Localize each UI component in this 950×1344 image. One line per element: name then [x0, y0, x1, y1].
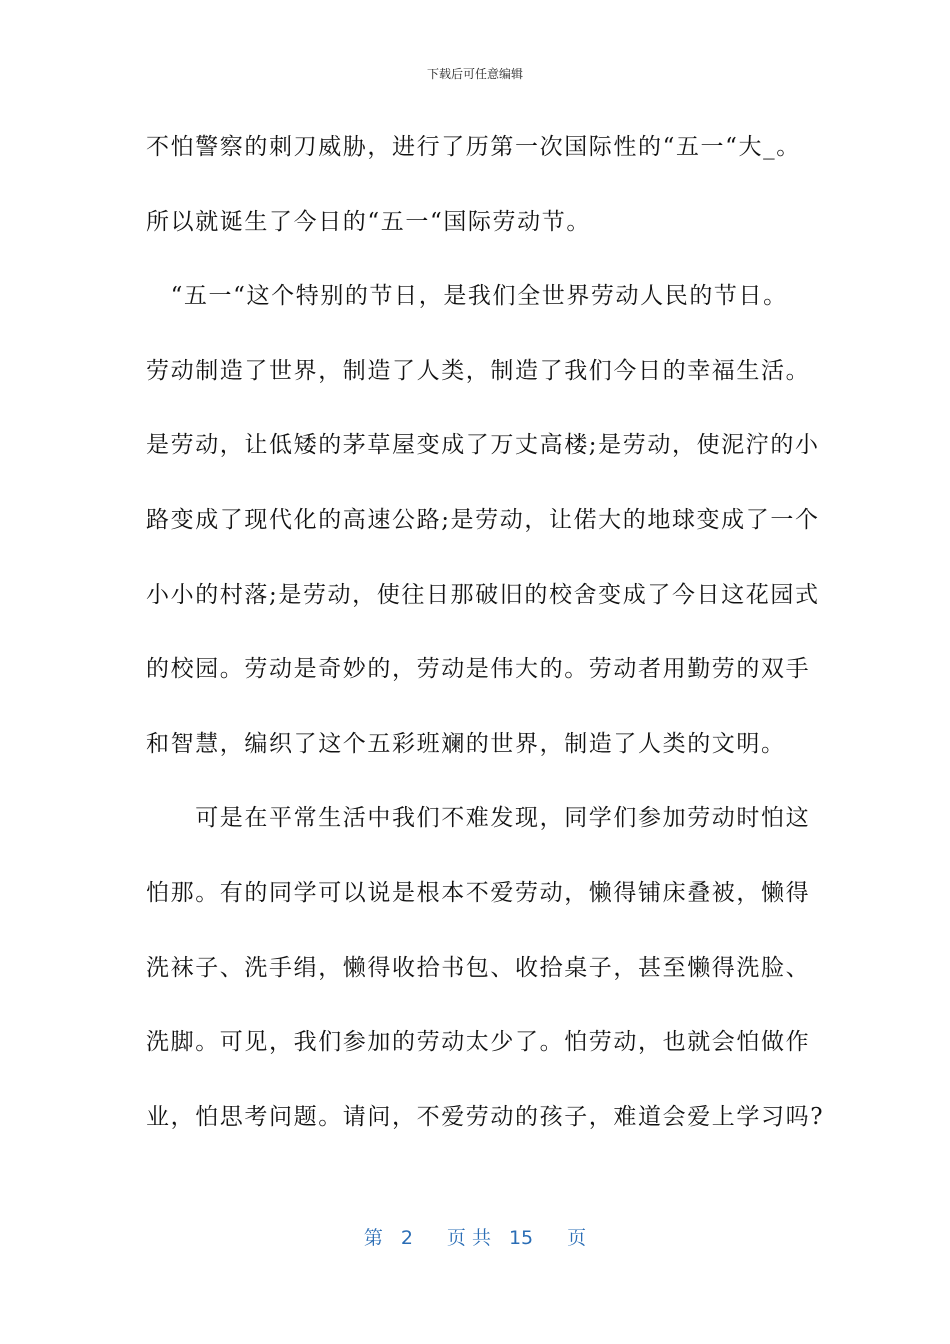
text-line: 是劳动，让低矮的茅草屋变成了万丈高楼;是劳动，使泥泞的小 [146, 432, 820, 459]
text-line: 的校园。劳动是奇妙的，劳动是伟大的。劳动者用勤劳的双手 [146, 656, 811, 683]
text-line: 劳动制造了世界，制造了人类，制造了我们今日的幸福生活。 [146, 357, 811, 384]
text-line: 洗袜子、洗手绢，懒得收拾书包、收拾桌子，甚至懒得洗脸、 [146, 954, 811, 981]
text-line: 所以就诞生了今日的“五一“国际劳动节。 [146, 208, 591, 235]
footer-middle: 页 共 [446, 1227, 491, 1249]
footer-prefix: 第 [363, 1227, 383, 1249]
text-line: 不怕警察的刺刀威胁，进行了历第一次国际性的“五一“大_。 [146, 134, 801, 160]
text-line: 怕那。有的同学可以说是根本不爱劳动，懒得铺床叠被，懒得 [146, 879, 811, 906]
page-header: 下载后可任意编辑 [426, 67, 523, 81]
text-line: 小小的村落;是劳动，使往日那破旧的校舍变成了今日这花园式 [146, 581, 820, 608]
text-line: 可是在平常生活中我们不难发现，同学们参加劳动时怕这 [146, 805, 811, 832]
text-line: 路变成了现代化的高速公路;是劳动，让偌大的地球变成了一个 [146, 506, 820, 533]
current-page-number: 2 [400, 1227, 413, 1249]
text-line: “五一“这个特别的节日，是我们全世界劳动人民的节日。 [146, 283, 788, 310]
total-pages-number: 15 [508, 1227, 534, 1249]
text-line: 业，怕思考问题。请问，不爱劳动的孩子，难道会爱上学习吗? [146, 1103, 825, 1130]
document-body [146, 122, 825, 1166]
text-line: 洗脚。可见，我们参加的劳动太少了。怕劳动，也就会怕做作 [146, 1029, 811, 1056]
footer-suffix: 页 [567, 1227, 587, 1249]
text-line: 和智慧，编织了这个五彩班斓的世界，制造了人类的文明。 [146, 730, 786, 757]
page-footer [0, 1224, 950, 1252]
